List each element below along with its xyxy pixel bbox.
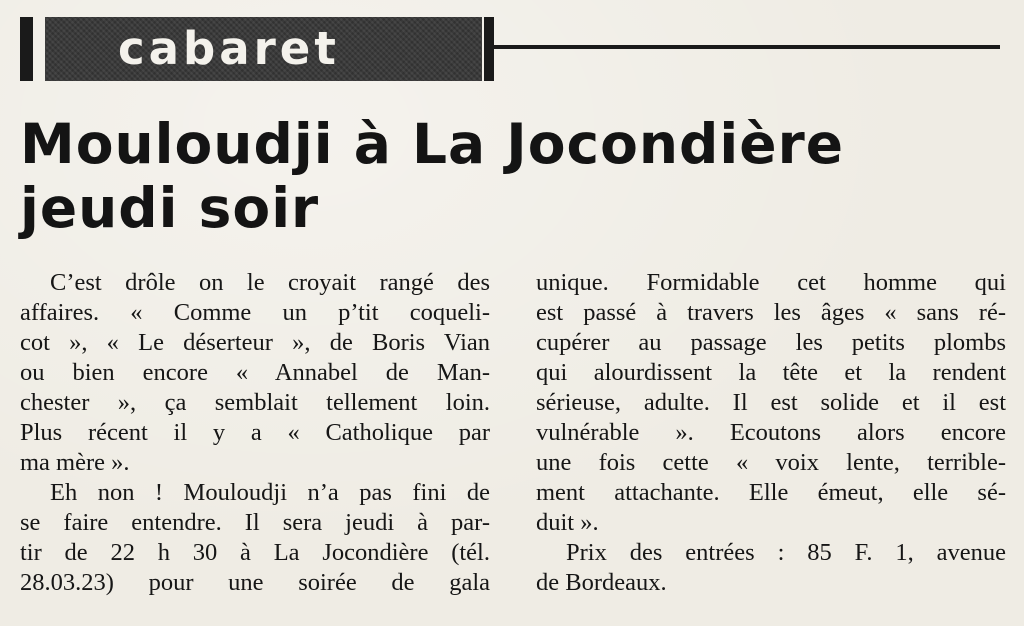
text-line: qui alourdissent la tête et la rendent [536,359,1006,386]
text-line: affaires. « Comme un p’tit coqueli- [20,299,490,326]
text-line: ou bien encore « Annabel de Man- [20,359,490,386]
rubric-label: cabaret [118,22,340,75]
text-line: de Bordeaux. [536,569,667,596]
text-line: ma mère ». [20,449,130,476]
text-line: chester », ça semblait tellement loin. [20,389,490,416]
text-line: se faire entendre. Il sera jeudi à par- [20,509,490,536]
text-line: duit ». [536,509,599,536]
rubric-rule [494,45,1000,49]
article-column-right [536,268,1006,598]
text-line: Eh non ! Mouloudji n’a pas fini de [50,479,490,506]
text-line: vulnérable ». Ecoutons alors encore [536,419,1006,446]
text-line: 28.03.23) pour une soirée de gala [20,569,490,596]
rubric-right-bar [484,17,494,81]
text-line: tir de 22 h 30 à La Jocondière (tél. [20,539,490,566]
text-line: Plus récent il y a « Catholique par [20,419,490,446]
text-line: C’est drôle on le croyait rangé des [50,269,490,296]
text-line: sérieuse, adulte. Il est solide et il est [536,389,1006,416]
text-line: est passé à travers les âges « sans ré- [536,299,1006,326]
text-line: une fois cette « voix lente, terrible- [536,449,1006,476]
text-line: Prix des entrées : 85 F. 1, avenue [566,539,1006,566]
article-column-left [20,268,490,598]
text-line: cupérer au passage les petits plombs [536,329,1006,356]
text-line: unique. Formidable cet homme qui [536,269,1006,296]
rubric-left-bar [20,17,33,81]
headline-line-2: jeudi soir [20,176,320,240]
text-line: cot », « Le déserteur », de Boris Vian [20,329,490,356]
text-line: ment attachante. Elle émeut, elle sé- [536,479,1006,506]
headline [20,112,1010,240]
headline-line-1: Mouloudji à La Jocondière [20,112,845,176]
